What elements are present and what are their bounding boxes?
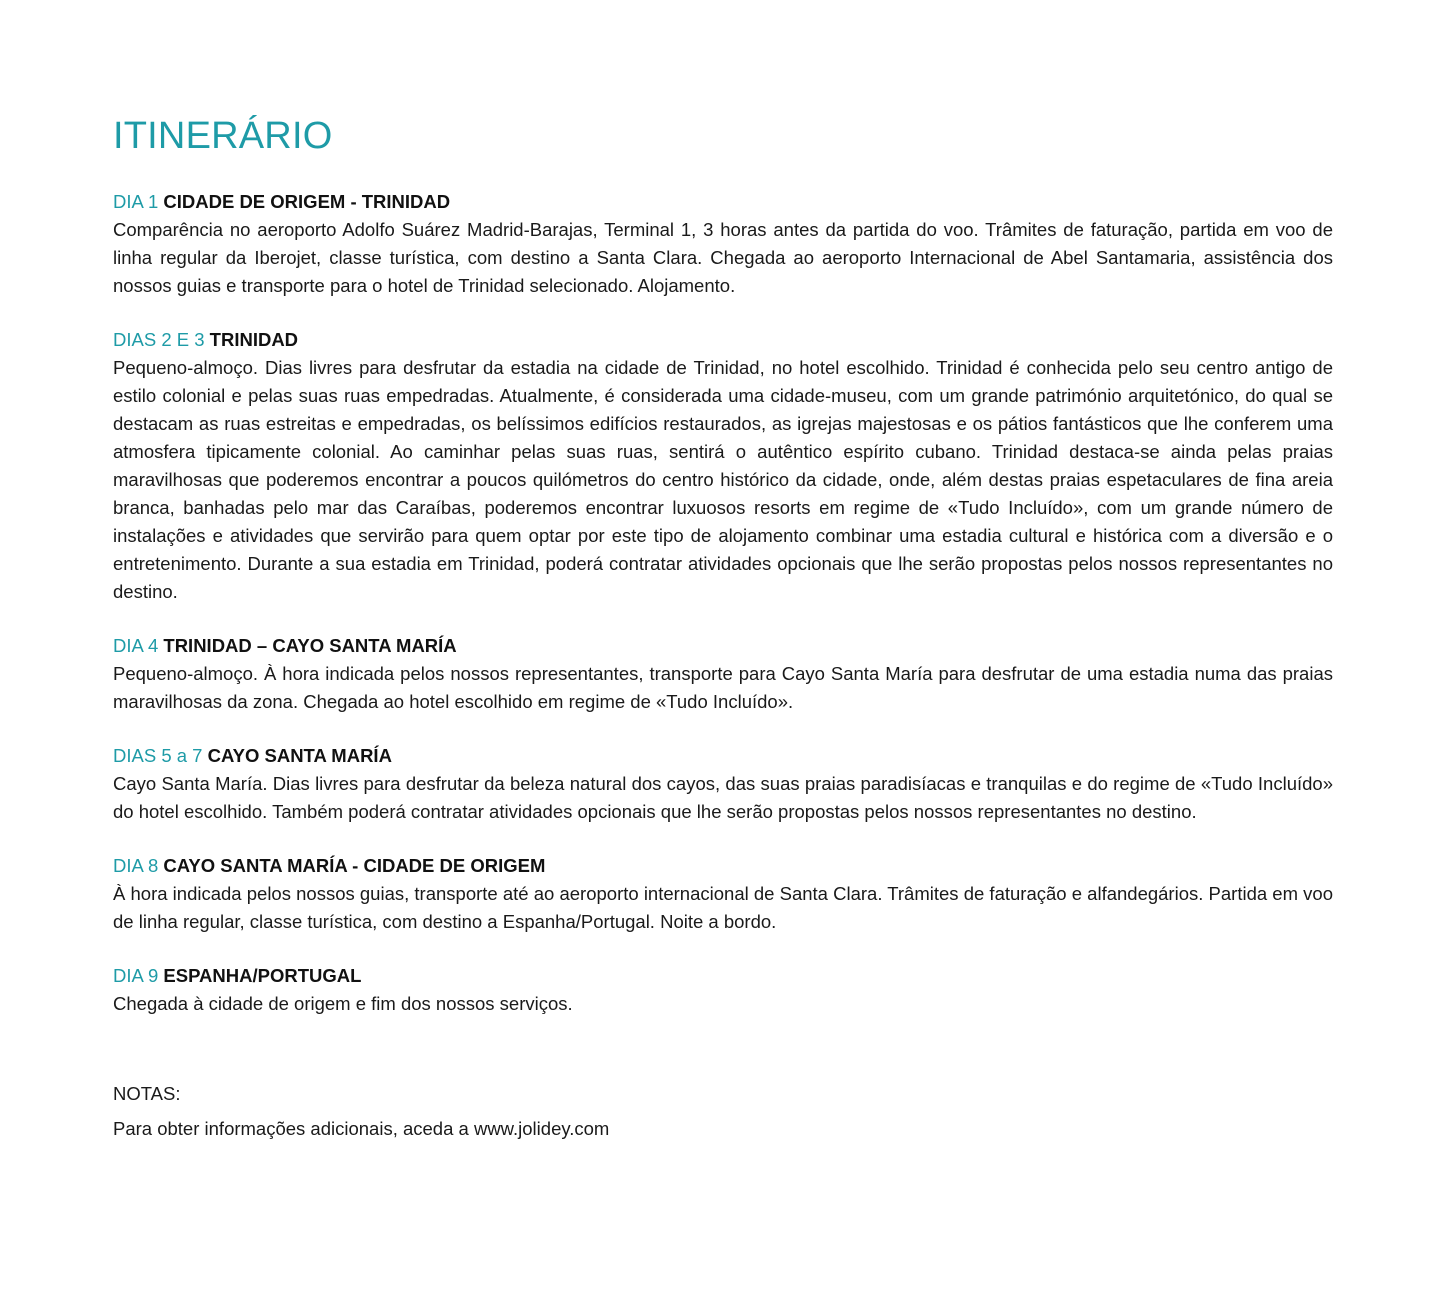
day-description: À hora indicada pelos nossos guias, transporte até ao aeroporto internacional de Santa Clara. Trâmites de faturação e alfandegários. Partida em voo de linha regular, classe turística, com destino a Espanha/Portugal. Noite a bordo.: [113, 883, 1333, 932]
day-description: Pequeno-almoço. À hora indicada pelos nossos representantes, transporte para Cayo Santa María para desfrutar de uma estadia numa das praias maravilhosas da zona. Chegada ao hotel escolhido em regime de «Tudo Incluído».: [113, 663, 1333, 712]
day-label: DIA 8: [113, 855, 159, 876]
day-title: CAYO SANTA MARÍA: [207, 745, 392, 766]
day-label: DIA 4: [113, 635, 159, 656]
day-section-1: [113, 188, 1333, 300]
day-heading: [113, 632, 1333, 660]
day-section-8: [113, 852, 1333, 936]
day-description: Cayo Santa María. Dias livres para desfrutar da beleza natural dos cayos, das suas praias paradisíacas e tranquilas e do regime de «Tudo Incluído» do hotel escolhido. Também poderá contratar atividades opcionais que lhe serão propostas pelos nossos representantes no destino.: [113, 773, 1333, 822]
day-section-4: [113, 632, 1333, 716]
day-label: DIA 1: [113, 191, 159, 212]
day-label: DIAS 5 a 7: [113, 745, 203, 766]
day-description: Chegada à cidade de origem e fim dos nossos serviços.: [113, 993, 573, 1014]
day-heading: [113, 188, 1333, 216]
day-title: ESPANHA/PORTUGAL: [163, 965, 362, 986]
itinerary-document: [113, 112, 1333, 1146]
day-description: Comparência no aeroporto Adolfo Suárez Madrid-Barajas, Terminal 1, 3 horas antes da partida do voo. Trâmites de faturação, partida em voo de linha regular da Iberojet, classe turística, com destino a Santa Clara. Chegada ao aeroporto Internacional de Abel Santamaria, assistência dos nossos guias e transporte para o hotel de Trinidad selecionado. Alojamento.: [113, 219, 1333, 296]
day-title: CAYO SANTA MARÍA - CIDADE DE ORIGEM: [163, 855, 546, 876]
day-title: TRINIDAD – CAYO SANTA MARÍA: [163, 635, 457, 656]
notes-text: Para obter informações adicionais, aceda a www.jolidey.com: [113, 1118, 610, 1139]
day-heading: [113, 326, 1333, 354]
day-description: Pequeno-almoço. Dias livres para desfrutar da estadia na cidade de Trinidad, no hotel escolhido. Trinidad é conhecida pelo seu centro antigo de estilo colonial e pelas suas ruas empedradas. Atualmente, é considerada uma cidade-museu, com um grande património arquitetónico, do qual se destacam as ruas estreitas e empedradas, os belíssimos edifícios restaurados, as igrejas majestosas e os pátios fantásticos que lhe conferem uma atmosfera tipicamente colonial. Ao caminhar pelas suas ruas, sentirá o autêntico espírito cubano. Trinidad destaca-se ainda pelas praias maravilhosas que poderemos encontrar a poucos quilómetros do centro histórico da cidade, onde, além destas praias espetaculares de fina areia branca, banhadas pelo mar das Caraíbas, poderemos encontrar luxuosos resorts em regime de «Tudo Incluído», com um grande número de instalações e atividades que servirão para quem optar por este tipo de alojamento combinar uma estadia cultural e histórica com a diversão e o entretenimento. Durante a sua estadia em Trinidad, poderá contratar atividades opcionais que lhe serão propostas pelos nossos representantes no destino.: [113, 357, 1333, 602]
day-section-2-3: [113, 326, 1333, 606]
day-label: DIA 9: [113, 965, 159, 986]
day-heading: [113, 742, 1333, 770]
day-title: TRINIDAD: [209, 329, 299, 350]
day-section-9: [113, 962, 1333, 1018]
day-heading: [113, 962, 1333, 990]
page-title: ITINERÁRIO: [113, 115, 333, 157]
day-label: DIAS 2 E 3: [113, 329, 205, 350]
notes-heading: NOTAS:: [113, 1083, 181, 1104]
day-heading: [113, 852, 1333, 880]
notes-section: [113, 1076, 1333, 1146]
day-section-5-7: [113, 742, 1333, 826]
day-title: CIDADE DE ORIGEM - TRINIDAD: [163, 191, 451, 212]
